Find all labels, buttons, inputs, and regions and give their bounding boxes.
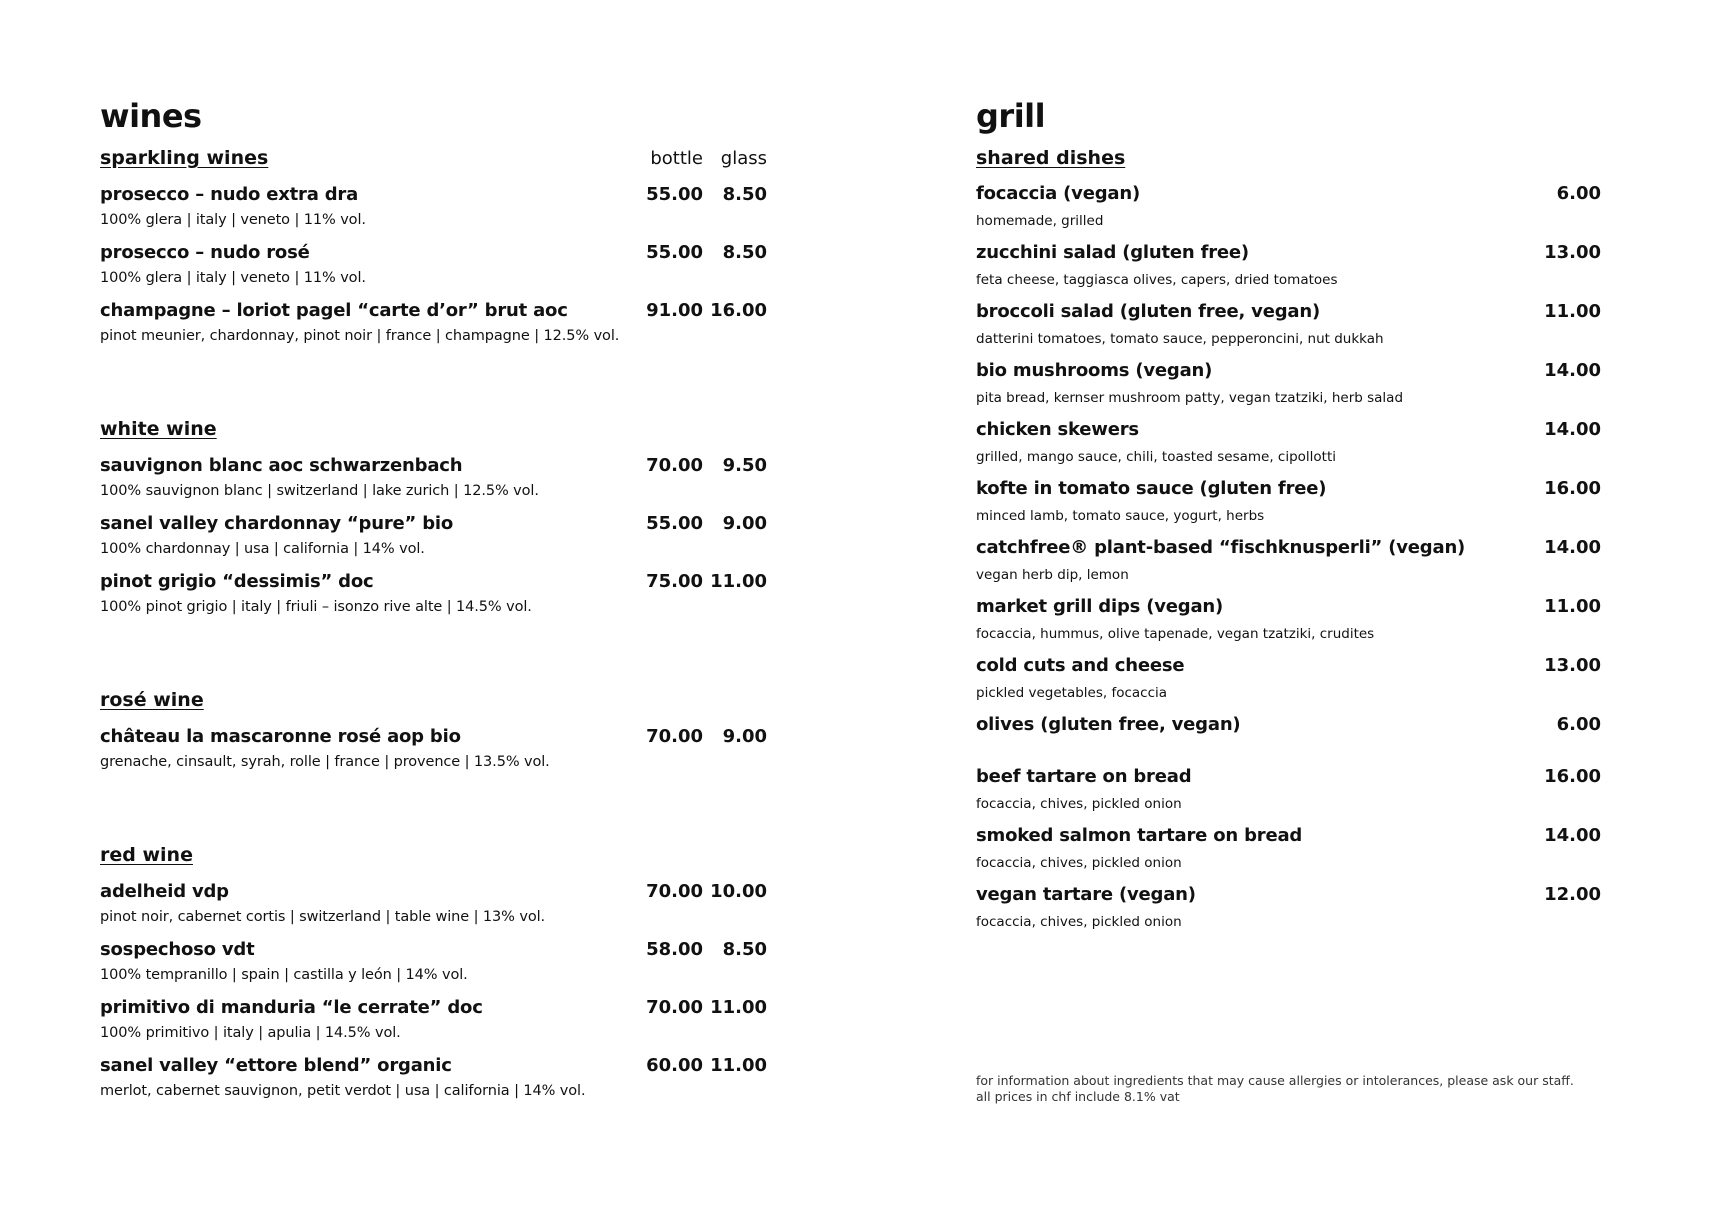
- section-title: shared dishes: [976, 147, 1126, 169]
- bottle-price: 55.00: [646, 184, 703, 205]
- wine-item: [100, 513, 767, 560]
- section-title: sparkling wines: [100, 147, 269, 169]
- wine-name: sospechoso vdt: [100, 939, 255, 960]
- dish-item: [976, 714, 1601, 766]
- dish-price: 16.00: [1544, 766, 1601, 787]
- dish-item: [976, 766, 1601, 825]
- wine-item: [100, 571, 767, 618]
- dish-price: 14.00: [1544, 360, 1601, 381]
- wine-item: [100, 881, 767, 928]
- bottle-price: 75.00: [646, 571, 703, 592]
- dish-name: cold cuts and cheese: [976, 655, 1185, 676]
- dish-description: pickled vegetables, focaccia: [976, 685, 1168, 701]
- footer-allergy-note: for information about ingredients that may cause allergies or intolerances, please ask our staff.: [976, 1073, 1574, 1088]
- glass-price: 9.50: [722, 455, 767, 476]
- bottle-price: 70.00: [646, 726, 703, 747]
- glass-price: 9.00: [722, 726, 767, 747]
- dish-price: 16.00: [1544, 478, 1601, 499]
- dish-name: broccoli salad (gluten free, vegan): [976, 301, 1321, 322]
- wine-item: [100, 997, 767, 1044]
- dish-name: olives (gluten free, vegan): [976, 714, 1241, 735]
- dish-name: zucchini salad (gluten free): [976, 242, 1249, 263]
- section-title: red wine: [100, 844, 193, 866]
- dish-item: [976, 655, 1601, 714]
- wine-name: adelheid vdp: [100, 881, 229, 902]
- dish-description: grilled, mango sauce, chili, toasted sesame, cipollotti: [976, 449, 1337, 465]
- wine-description: 100% pinot grigio | italy | friuli – isonzo rive alte | 14.5% vol.: [100, 599, 532, 615]
- dish-item: [976, 596, 1601, 655]
- glass-price: 11.00: [710, 997, 767, 1018]
- bottle-price: 58.00: [646, 939, 703, 960]
- dish-name: chicken skewers: [976, 419, 1139, 440]
- dish-price: 14.00: [1544, 825, 1601, 846]
- wine-item: [100, 726, 767, 773]
- grill-column: [976, 98, 1601, 943]
- bottle-price: 60.00: [646, 1055, 703, 1076]
- wine-description: 100% glera | italy | veneto | 11% vol.: [100, 270, 366, 286]
- glass-price: 8.50: [722, 184, 767, 205]
- grill-title: grill: [976, 97, 1046, 135]
- wine-description: pinot meunier, chardonnay, pinot noir | france | champagne | 12.5% vol.: [100, 328, 620, 344]
- dish-price: 11.00: [1544, 596, 1601, 617]
- dish-item: [976, 242, 1601, 301]
- wine-item: [100, 1055, 767, 1102]
- dish-price: 11.00: [1544, 301, 1601, 322]
- bottle-price: 70.00: [646, 881, 703, 902]
- dish-description: minced lamb, tomato sauce, yogurt, herbs: [976, 508, 1265, 524]
- glass-price: 10.00: [710, 881, 767, 902]
- section-header-red: [100, 844, 767, 870]
- dish-description: focaccia, hummus, olive tapenade, vegan tzatziki, crudites: [976, 626, 1375, 642]
- section-title: rosé wine: [100, 689, 204, 711]
- bottle-price: 91.00: [646, 300, 703, 321]
- wine-item: [100, 184, 767, 231]
- dish-item: [976, 360, 1601, 419]
- wine-description: grenache, cinsault, syrah, rolle | france | provence | 13.5% vol.: [100, 754, 550, 770]
- wine-name: primitivo di manduria “le cerrate” doc: [100, 997, 483, 1018]
- dish-name: bio mushrooms (vegan): [976, 360, 1213, 381]
- dish-name: vegan tartare (vegan): [976, 884, 1196, 905]
- dish-item: [976, 419, 1601, 478]
- footer-vat-note: all prices in chf include 8.1% vat: [976, 1089, 1180, 1104]
- dish-description: pita bread, kernser mushroom patty, vegan tzatziki, herb salad: [976, 390, 1404, 406]
- dish-price: 6.00: [1556, 183, 1601, 204]
- dish-description: focaccia, chives, pickled onion: [976, 796, 1182, 812]
- wine-name: sanel valley “ettore blend” organic: [100, 1055, 452, 1076]
- wine-description: 100% glera | italy | veneto | 11% vol.: [100, 212, 366, 228]
- glass-column-header: glass: [720, 148, 767, 169]
- dish-description: vegan herb dip, lemon: [976, 567, 1129, 583]
- dish-price: 13.00: [1544, 242, 1601, 263]
- dish-description: focaccia, chives, pickled onion: [976, 855, 1182, 871]
- glass-price: 16.00: [710, 300, 767, 321]
- wine-item: [100, 242, 767, 289]
- wine-description: 100% sauvignon blanc | switzerland | lake zurich | 12.5% vol.: [100, 483, 539, 499]
- wines-column: [100, 98, 767, 1102]
- section-header-shared: [976, 147, 1601, 173]
- section-header-rose: [100, 689, 767, 715]
- section-header-white: [100, 418, 767, 444]
- wine-description: pinot noir, cabernet cortis | switzerland | table wine | 13% vol.: [100, 909, 546, 925]
- dish-description: focaccia, chives, pickled onion: [976, 914, 1182, 930]
- dish-item: [976, 183, 1601, 242]
- dish-description: datterini tomatoes, tomato sauce, pepperoncini, nut dukkah: [976, 331, 1384, 347]
- dish-price: 13.00: [1544, 655, 1601, 676]
- wine-name: château la mascaronne rosé aop bio: [100, 726, 461, 747]
- wine-name: sauvignon blanc aoc schwarzenbach: [100, 455, 463, 476]
- wine-item: [100, 939, 767, 986]
- glass-price: 8.50: [722, 939, 767, 960]
- bottle-price: 55.00: [646, 513, 703, 534]
- glass-price: 11.00: [710, 1055, 767, 1076]
- bottle-column-header: bottle: [650, 148, 703, 169]
- dish-price: 12.00: [1544, 884, 1601, 905]
- wine-description: merlot, cabernet sauvignon, petit verdot | usa | california | 14% vol.: [100, 1083, 586, 1099]
- wine-name: prosecco – nudo extra dra: [100, 184, 359, 205]
- dish-name: smoked salmon tartare on bread: [976, 825, 1303, 846]
- wine-name: pinot grigio “dessimis” doc: [100, 571, 374, 592]
- dish-item: [976, 478, 1601, 537]
- dish-name: catchfree® plant-based “fischknusperli” (vegan): [976, 537, 1466, 558]
- dish-item: [976, 537, 1601, 596]
- dish-name: focaccia (vegan): [976, 183, 1140, 204]
- allergy-footer: [976, 1073, 1601, 1105]
- dish-item: [976, 301, 1601, 360]
- dish-name: beef tartare on bread: [976, 766, 1192, 787]
- wine-description: 100% tempranillo | spain | castilla y león | 14% vol.: [100, 967, 468, 983]
- wine-description: 100% chardonnay | usa | california | 14% vol.: [100, 541, 425, 557]
- section-title: white wine: [100, 418, 217, 440]
- dish-description: feta cheese, taggiasca olives, capers, dried tomatoes: [976, 272, 1338, 288]
- dish-price: 6.00: [1556, 714, 1601, 735]
- dish-price: 14.00: [1544, 419, 1601, 440]
- wine-description: 100% primitivo | italy | apulia | 14.5% vol.: [100, 1025, 401, 1041]
- bottle-price: 55.00: [646, 242, 703, 263]
- wine-item: [100, 300, 767, 347]
- wine-name: prosecco – nudo rosé: [100, 242, 310, 263]
- dish-item: [976, 884, 1601, 943]
- glass-price: 11.00: [710, 571, 767, 592]
- bottle-price: 70.00: [646, 455, 703, 476]
- wine-name: champagne – loriot pagel “carte d’or” brut aoc: [100, 300, 568, 321]
- dish-price: 14.00: [1544, 537, 1601, 558]
- glass-price: 9.00: [722, 513, 767, 534]
- glass-price: 8.50: [722, 242, 767, 263]
- wine-name: sanel valley chardonnay “pure” bio: [100, 513, 454, 534]
- section-header-sparkling: [100, 147, 767, 173]
- dish-item: [976, 825, 1601, 884]
- grill-list: [976, 183, 1601, 943]
- wines-title: wines: [100, 97, 202, 135]
- wine-item: [100, 455, 767, 502]
- dish-name: kofte in tomato sauce (gluten free): [976, 478, 1327, 499]
- dish-description: homemade, grilled: [976, 213, 1104, 229]
- bottle-price: 70.00: [646, 997, 703, 1018]
- dish-name: market grill dips (vegan): [976, 596, 1224, 617]
